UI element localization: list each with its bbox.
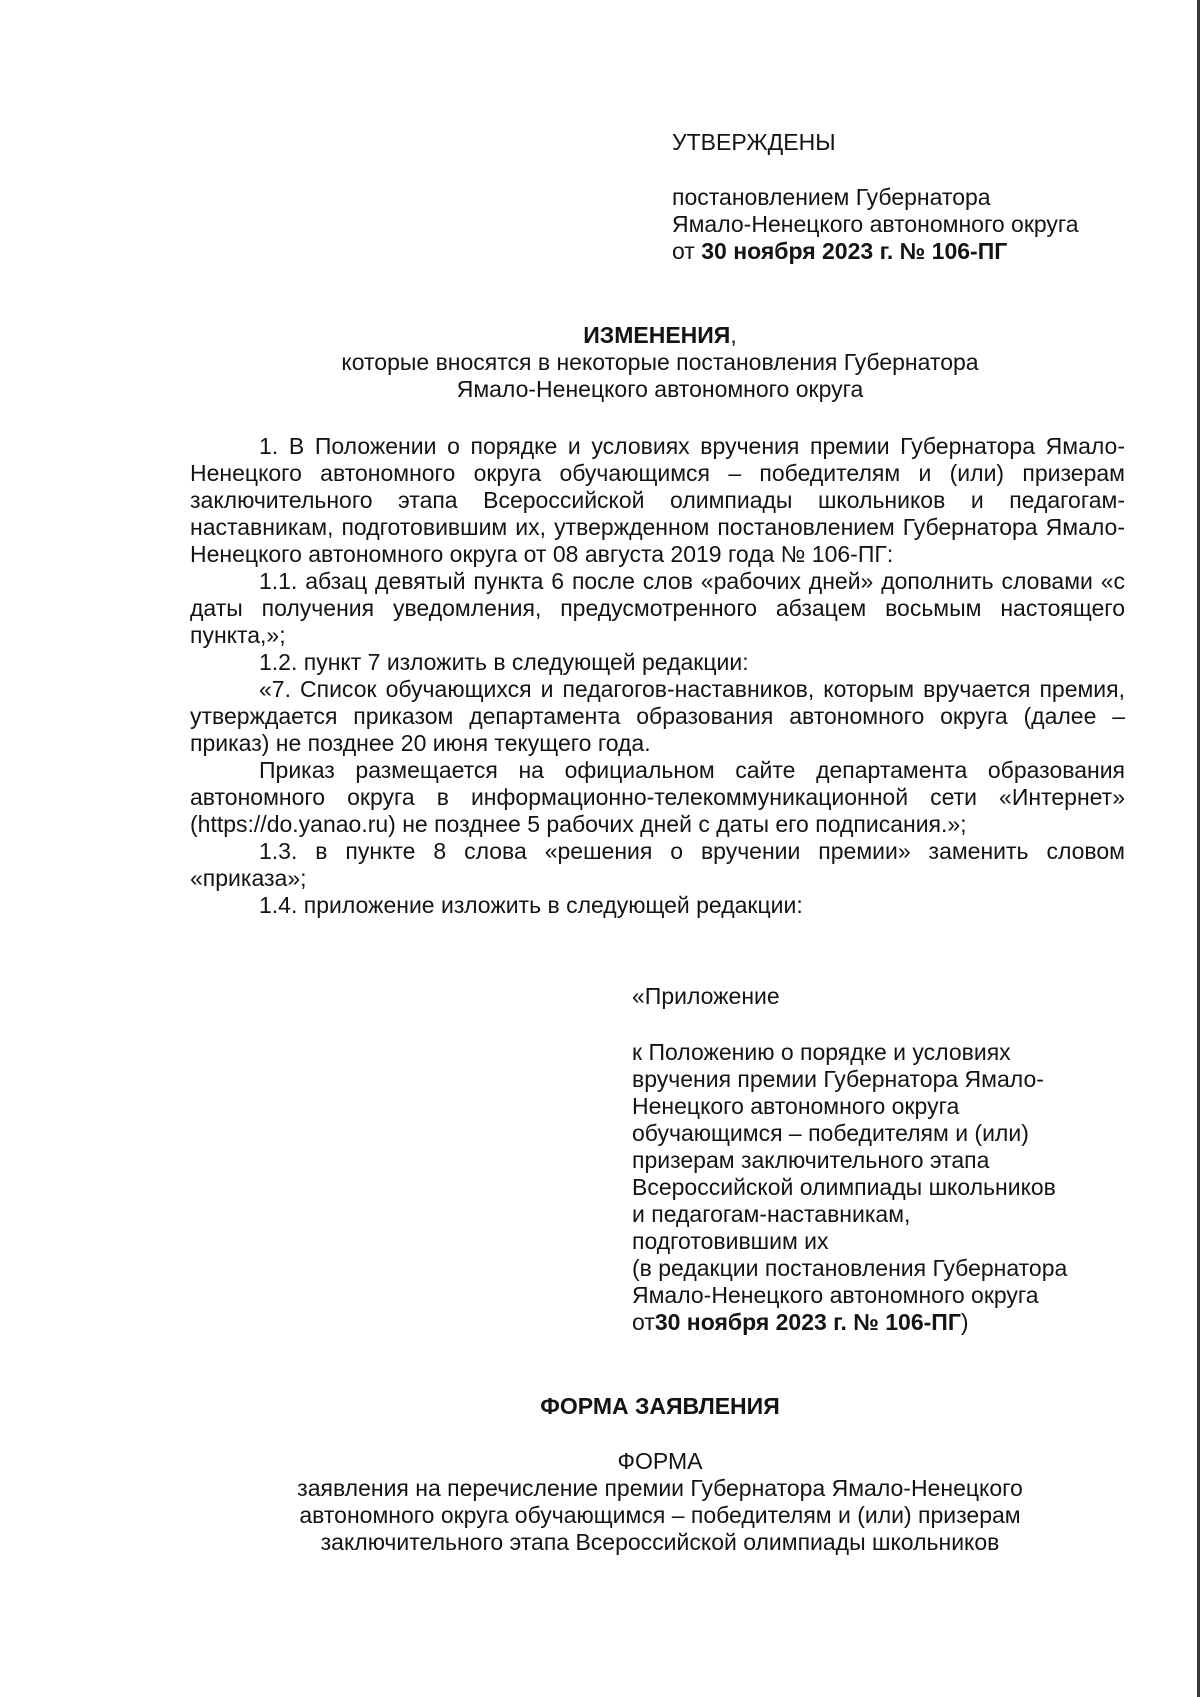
- title-subline: которые вносятся в некоторые постановления Губернатора: [341, 349, 979, 375]
- annex-block: [632, 1039, 1152, 1336]
- approval-heading: УТВЕРЖДЕНЫ: [672, 129, 836, 155]
- form-line: заключительного этапа Всероссийской олимпиады школьников: [320, 1529, 1000, 1555]
- title-subline: Ямало-Ненецкого автономного округа: [456, 376, 864, 402]
- approval-stamp: [672, 129, 1142, 265]
- annex-line: призерам заключительного этапа: [632, 1147, 990, 1173]
- approval-date: 30 ноября 2023 г. № 106-ПГ: [701, 238, 1008, 264]
- annex-line: (в редакции постановления Губернатора: [632, 1255, 1068, 1281]
- annex-date: 30 ноября 2023 г. № 106-ПГ: [654, 1309, 961, 1335]
- paragraph-1-2: 1.2. пункт 7 изложить в следующей редакции:: [259, 649, 749, 675]
- annex-line: обучающимся – победителям и (или): [632, 1120, 1029, 1146]
- annex-line: к Положению о порядке и условиях: [632, 1039, 1011, 1065]
- paragraph-1-3: 1.3. в пункте 8 слова «решения о вручении премии» заменить словом «приказа»;: [190, 838, 1125, 891]
- form-heading: ФОРМА: [617, 1448, 703, 1474]
- paragraph-7: «7. Список обучающихся и педагогов-наставников, которым вручается премия, утверждается приказом департамента образования автономного округа (далее – приказ) не позднее 20 июня текущего года.: [190, 676, 1125, 756]
- approval-date-prefix: от: [672, 238, 695, 264]
- annex-line: Всероссийской олимпиады школьников: [632, 1174, 1056, 1200]
- annex-date-line: [632, 1309, 1152, 1336]
- form-line: заявления на перечисление премии Губернатора Ямало-Ненецкого: [297, 1475, 1023, 1501]
- annex-line: вручения премии Губернатора Ямало-: [632, 1066, 1044, 1092]
- annex-date-prefix: от: [632, 1309, 655, 1335]
- paragraph-1: 1. В Положении о порядке и условиях вручения премии Губернатора Ямало-Ненецкого автономного округа обучающимся – победителям и (или) призерам заключительного этапа Всероссийской олимпиады школьников и педагогам-наставникам, подготовившим их, утвержденном постановлением Губернатора Ямало-Ненецкого автономного округа от 08 августа 2019 года № 106-ПГ:: [190, 433, 1125, 567]
- annex-line: и педагогам-наставникам,: [632, 1201, 911, 1227]
- paragraph-1-1: 1.1. абзац девятый пункта 6 после слов «рабочих дней» дополнить словами «с даты получения уведомления, предусмотренного абзацем восьмым настоящего пункта,»;: [190, 568, 1125, 648]
- title-comma: ,: [730, 322, 737, 348]
- approval-line: Ямало-Ненецкого автономного округа: [672, 211, 1079, 237]
- form-title: ФОРМА ЗАЯВЛЕНИЯ: [540, 1393, 780, 1419]
- annex-line: Ямало-Ненецкого автономного округа: [632, 1282, 1039, 1308]
- form-heading-block: [190, 1448, 1130, 1556]
- title-head: ИЗМЕНЕНИЯ: [583, 322, 731, 348]
- paragraph-1-4: 1.4. приложение изложить в следующей редакции:: [259, 892, 803, 918]
- document-body: [190, 433, 1125, 919]
- annex-line: подготовившим их: [632, 1228, 829, 1254]
- annex-line: Ненецкого автономного округа: [632, 1093, 960, 1119]
- form-line: автономного округа обучающимся – победителям и (или) призерам: [299, 1502, 1021, 1528]
- approval-date-line: [672, 238, 1142, 265]
- paragraph-order: Приказ размещается на официальном сайте департамента образования автономного округа в информационно-телекоммуникационной сети «Интернет» (https://do.yanao.ru) не позднее 5 рабочих дней с даты его подписания.»;: [190, 757, 1125, 837]
- annex-word: «Приложение: [632, 983, 780, 1009]
- document-title: [190, 322, 1130, 403]
- annex-date-suffix: ): [960, 1309, 969, 1335]
- approval-line: постановлением Губернатора: [672, 184, 991, 210]
